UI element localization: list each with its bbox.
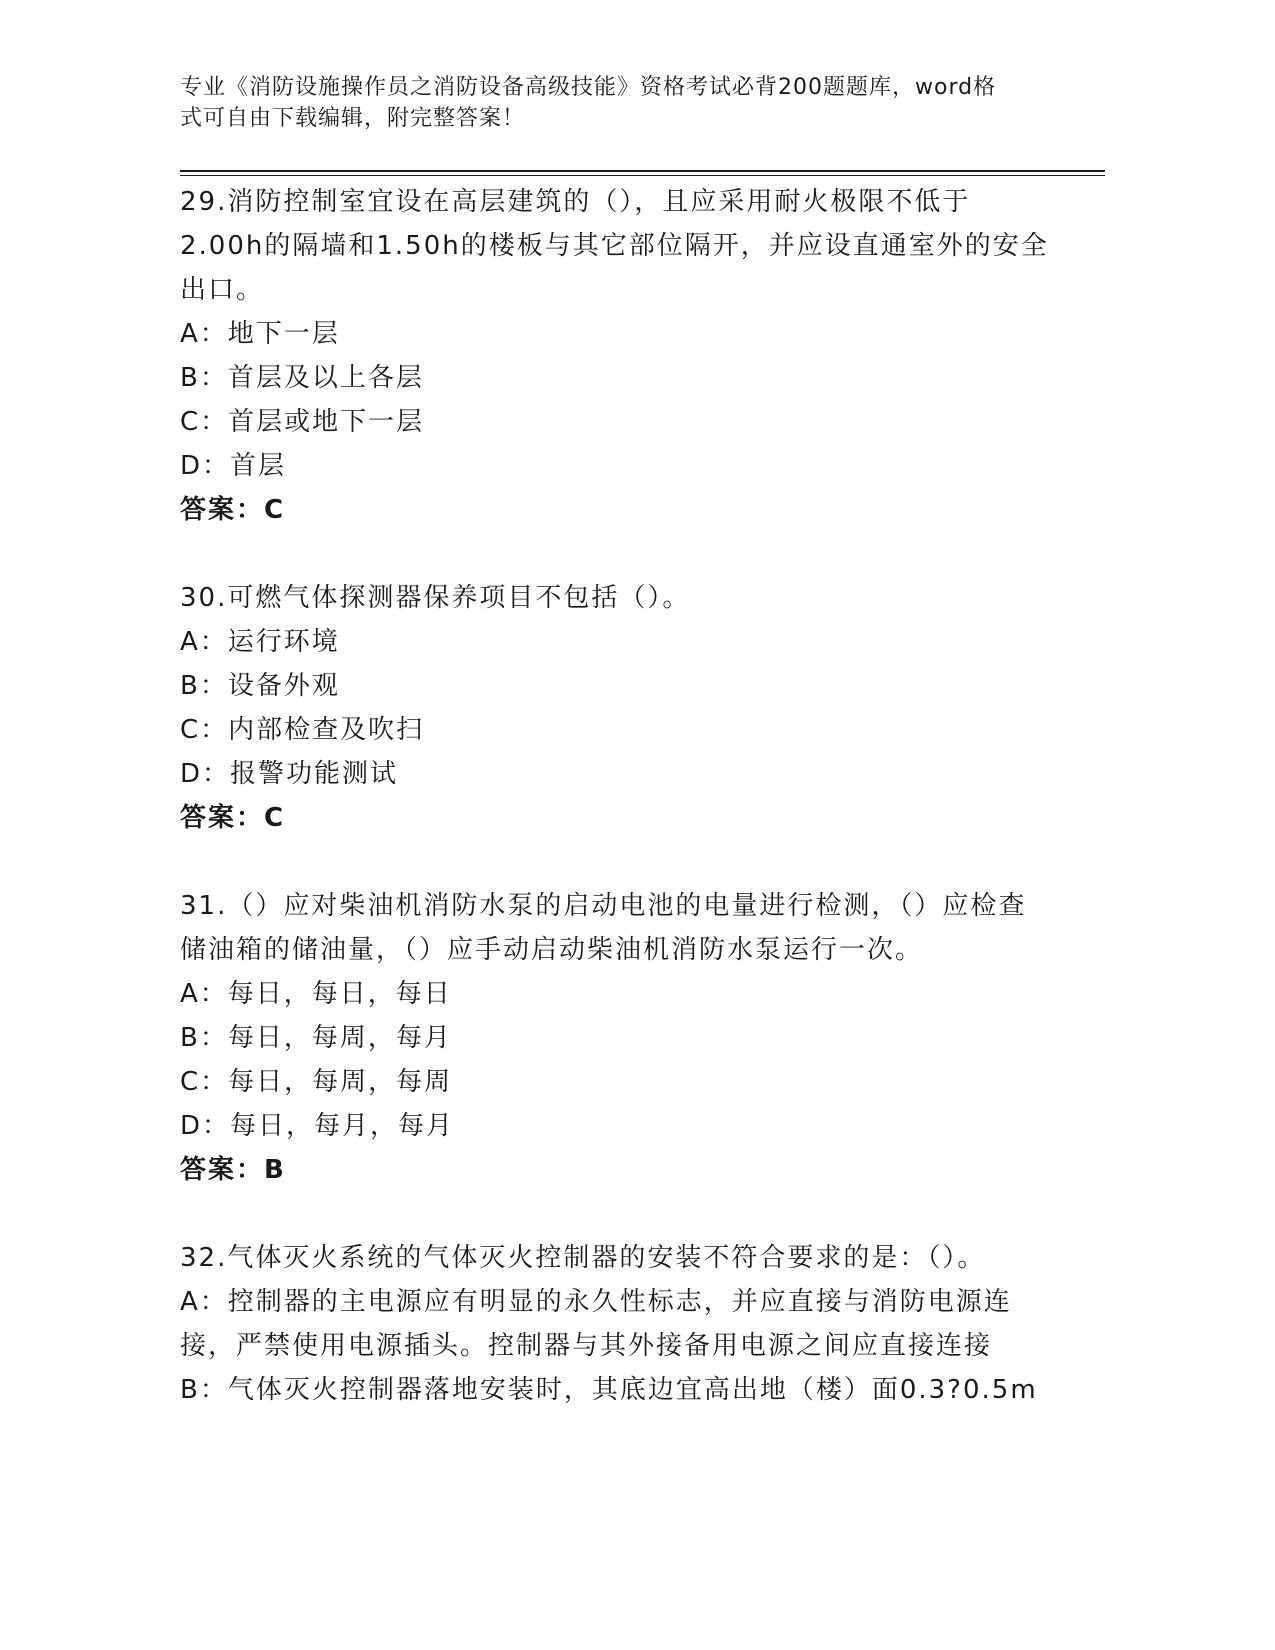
- question-30: [180, 576, 1050, 840]
- option-b: B：设备外观: [180, 671, 340, 701]
- question-list: [180, 180, 1050, 1412]
- option-c: C：首层或地下一层: [180, 407, 425, 437]
- question-32: [180, 1236, 1050, 1412]
- option-d: D：报警功能测试: [180, 759, 399, 789]
- option-d: D：每日，每月，每月: [180, 1111, 455, 1141]
- question-text: 30.可燃气体探测器保养项目不包括（）。: [180, 583, 691, 613]
- header-line-2: 式可自由下载编辑，附完整答案！: [180, 106, 526, 131]
- option-a: A：地下一层: [180, 319, 340, 349]
- answer: 答案：C: [180, 803, 286, 833]
- option-b: B：首层及以上各层: [180, 363, 424, 393]
- question-text: 32.气体灭火系统的气体灭火控制器的安装不符合要求的是：（）。: [180, 1243, 986, 1273]
- header-rule-thick: [180, 170, 1105, 172]
- question-31: [180, 884, 1050, 1192]
- header-rule-thin: [180, 175, 1105, 176]
- header-line-1: 专业《消防设施操作员之消防设备高级技能》资格考试必背200题题库，word格: [180, 75, 997, 100]
- option-a: A：运行环境: [180, 627, 340, 657]
- option-b: B：每日，每周，每月: [180, 1023, 452, 1053]
- question-text: 31.（）应对柴油机消防水泵的启动电池的电量进行检测，（）应检查储油箱的储油量，（）应手动启动柴油机消防水泵运行一次。: [180, 891, 1027, 965]
- question-29: [180, 180, 1050, 532]
- option-c: C：内部检查及吹扫: [180, 715, 425, 745]
- answer: 答案：C: [180, 495, 286, 525]
- option-a: A：每日，每日，每日: [180, 979, 452, 1009]
- option-c: C：每日，每周，每周: [180, 1067, 453, 1097]
- option-a: A：控制器的主电源应有明显的永久性标志，并应直接与消防电源连接，严禁使用电源插头。控制器与其外接备用电源之间应直接连接: [180, 1287, 1012, 1361]
- document-header: [180, 72, 1080, 134]
- option-d: D：首层: [180, 451, 287, 481]
- option-b: B：气体灭火控制器落地安装时，其底边宜高出地（楼）面0.3?0.5m: [180, 1375, 1038, 1405]
- question-text: 29.消防控制室宜设在高层建筑的（），且应采用耐火极限不低于2.00h的隔墙和1.50h的楼板与其它部位隔开，并应设直通室外的安全出口。: [180, 187, 1049, 305]
- answer: 答案：B: [180, 1155, 286, 1185]
